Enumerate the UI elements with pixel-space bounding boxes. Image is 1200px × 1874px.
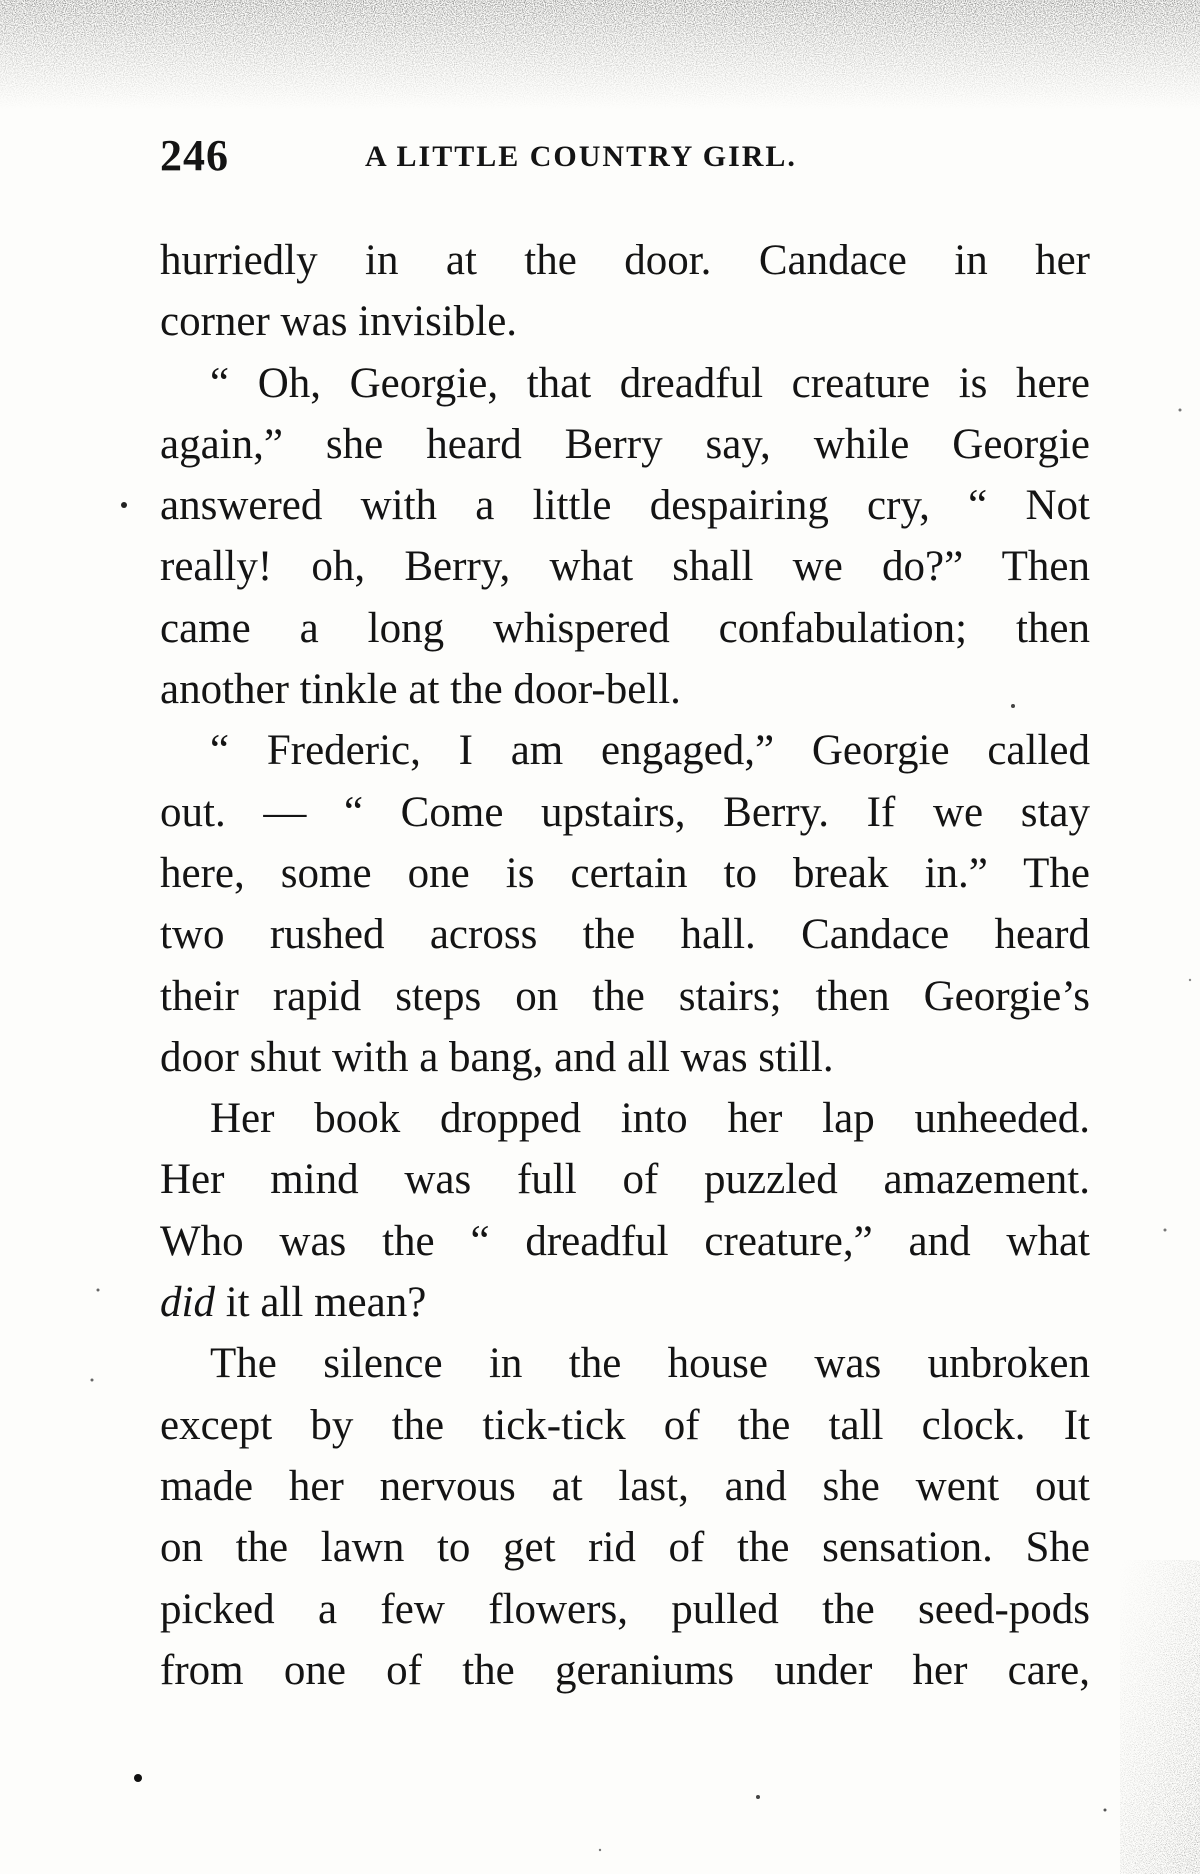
page-number: 246 xyxy=(160,131,229,180)
text-line: really! oh, Berry, what shall we do?” Then xyxy=(160,543,1090,591)
text-line: answered with a little despairing cry, “ Not xyxy=(160,482,1090,530)
text-line: again,” she heard Berry say, while Georgie xyxy=(160,420,1090,468)
text-line: made her nervous at last, and she went out xyxy=(160,1462,1090,1510)
text-line: “ Oh, Georgie, that dreadful creature is here xyxy=(210,359,1090,407)
text-line: door shut with a bang, and all was still. xyxy=(160,1033,834,1081)
text-line: Who was the “ dreadful creature,” and what xyxy=(160,1217,1090,1265)
text-line xyxy=(160,1272,1090,1333)
running-head xyxy=(160,130,1090,190)
line-remainder: it all mean? xyxy=(214,1279,427,1327)
text-line: Her book dropped into her lap unheeded. xyxy=(210,1095,1090,1143)
text-line: out. — “ Come upstairs, Berry. If we stay xyxy=(160,788,1090,836)
text-line: “ Frederic, I am engaged,” Georgie called xyxy=(210,727,1090,775)
scan-noise-corner xyxy=(1120,1560,1200,1874)
italic-emphasis: did xyxy=(160,1279,215,1327)
text-line: came a long whispered confabulation; then xyxy=(160,604,1090,652)
scan-noise-top xyxy=(0,0,1200,110)
text-line: picked a few flowers, pulled the seed-pods xyxy=(160,1585,1090,1633)
text-line: except by the tick-tick of the tall clock. It xyxy=(160,1401,1090,1449)
text-line: Her mind was full of puzzled amazement. xyxy=(160,1156,1090,1204)
text-line: here, some one is certain to break in.” The xyxy=(160,849,1090,897)
text-line: their rapid steps on the stairs; then Georgie’s xyxy=(160,972,1090,1020)
text-line: corner was invisible. xyxy=(160,298,518,346)
text-line: from one of the geraniums under her care, xyxy=(160,1646,1090,1694)
text-line: The silence in the house was unbroken xyxy=(210,1340,1090,1388)
body-text xyxy=(160,230,1090,1701)
text-line: hurriedly in at the door. Candace in her xyxy=(160,237,1090,284)
text-line: on the lawn to get rid of the sensation. She xyxy=(160,1524,1090,1572)
text-line: another tinkle at the door-bell. xyxy=(160,666,681,714)
running-title: A LITTLE COUNTRY GIRL. xyxy=(365,140,797,173)
text-line: two rushed across the hall. Candace heard xyxy=(160,911,1090,959)
